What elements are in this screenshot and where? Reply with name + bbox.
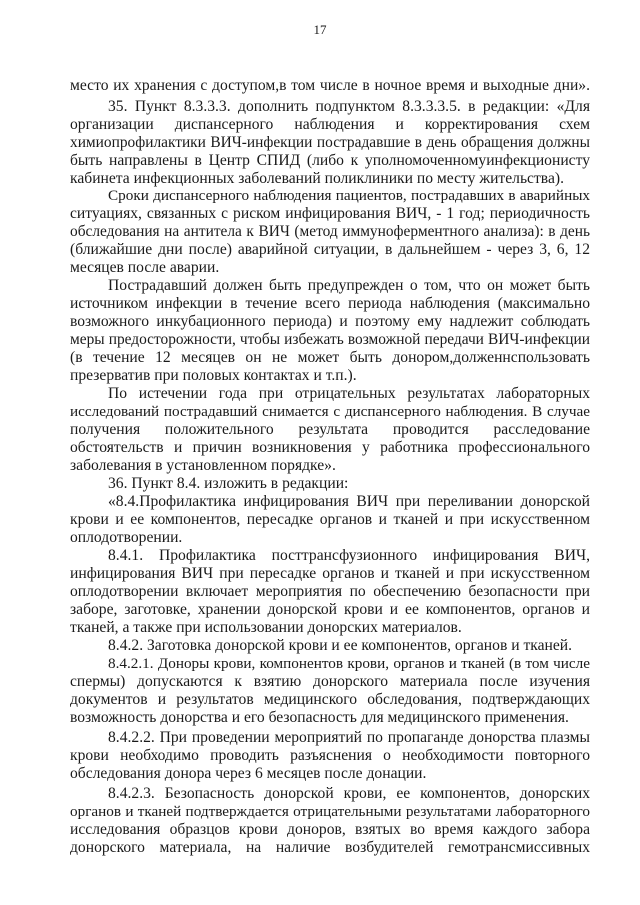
text-line: меры предосторожности, чтобы избежать возможной передачи ВИЧ-инфекции: [70, 331, 590, 348]
text-line: Пострадавший должен быть предупрежден о том, что он может быть: [108, 277, 590, 294]
text-line: Сроки диспансерного наблюдения пациентов, пострадавших в аварийных: [108, 187, 590, 204]
text-line: тканей, а также при использовании донорских материалов.: [70, 619, 462, 636]
text-line: презерватив при половых контактах и т.п.).: [70, 367, 357, 384]
text-line: химиопрофилактики ВИЧ-инфекции пострадавшие в день обращения должны: [70, 134, 590, 151]
text-line: «8.4.Профилактика инфицирования ВИЧ при переливании донорской: [108, 493, 590, 510]
text-line: получения положительного результата проводится расследование: [70, 421, 590, 438]
text-line: месяцев после аварии.: [70, 259, 220, 276]
text-line: место их хранения с доступом,в том числе в ночное время и выходные дни».: [70, 77, 590, 94]
text-line: 8.4.2.2. При проведении мероприятий по пропаганде донорства плазмы: [108, 729, 590, 746]
text-line: заборе, заготовке, хранении донорской крови и ее компонентов, органов и: [70, 601, 590, 618]
text-line: обстоятельств и причин возникновения у работника профессионального: [70, 439, 590, 456]
text-line: ситуациях, связанных с риском инфицирования ВИЧ, - 1 год; периодичность: [70, 205, 590, 222]
text-line: заболевания в установленном порядке».: [70, 457, 336, 474]
text-line: оплодотворении включает мероприятия по обеспечению безопасности при: [70, 583, 590, 600]
text-line: быть направлены в Центр СПИД (либо к уполномоченномуинфекционисту: [70, 152, 590, 169]
text-line: возможного инкубационного периода) и поэтому ему надлежит соблюдать: [70, 313, 590, 330]
text-line: 8.4.2.1. Доноры крови, компонентов крови, органов и тканей (в том числе: [108, 655, 590, 672]
text-line: органов и тканей подтверждается отрицательными результатами лабораторного: [70, 803, 590, 820]
text-line: 36. Пункт 8.4. изложить в редакции:: [108, 475, 349, 492]
text-line: (в течение 12 месяцев он не может быть донором,долженнспользовать: [70, 349, 590, 366]
text-line: 35. Пункт 8.3.3.3. дополнить подпунктом 8.3.3.3.5. в редакции: «Для: [108, 98, 590, 115]
text-line: По истечении года при отрицательных результатах лабораторных: [108, 385, 590, 402]
text-line: донорского материала, на наличие возбудителей гемотрансмиссивных: [70, 839, 590, 856]
text-line: исследований пострадавший снимается с диспансерного наблюдения. В случае: [70, 403, 590, 420]
text-line: кабинета инфекционных заболеваний поликлиники по месту жительства).: [70, 170, 564, 187]
text-line: документов и результатов медицинского обследования, подтверждающих: [70, 691, 590, 708]
text-line: инфицирования ВИЧ при пересадке органов и тканей и при искусственном: [70, 565, 590, 582]
text-line: 8.4.2. Заготовка донорской крови и ее компонентов, органов и тканей.: [108, 637, 573, 654]
text-line: обследования на антитела к ВИЧ (метод иммуноферментного анализа): в день: [70, 223, 590, 240]
text-line: оплодотворении.: [70, 529, 183, 546]
text-line: организации диспансерного наблюдения и корректирования схем: [70, 116, 590, 133]
text-line: спермы) допускаются к взятию донорского материала после изучения: [70, 673, 590, 690]
text-line: обследования донора через 6 месяцев после донации.: [70, 765, 427, 782]
text-line: исследования образцов крови доноров, взятых во время каждого забора: [70, 821, 590, 838]
text-line: 8.4.1. Профилактика посттрансфузионного инфицирования ВИЧ,: [108, 547, 590, 564]
page-number: 17: [313, 22, 327, 37]
text-line: возможность донорства и его безопасность для медицинского применения.: [70, 709, 569, 726]
text-line: крови необходимо проводить разъяснения о необходимости повторного: [70, 747, 590, 764]
text-line: источником инфекции в течение всего периода наблюдения (максимально: [70, 295, 590, 312]
text-line: 8.4.2.3. Безопасность донорской крови, ее компонентов, донорских: [108, 785, 590, 802]
text-line: крови и ее компонентов, пересадке органов и тканей и при искусственном: [70, 511, 590, 528]
text-line: (ближайшие дни после) аварийной ситуации, в дальнейшем - через 3, 6, 12: [70, 241, 590, 258]
